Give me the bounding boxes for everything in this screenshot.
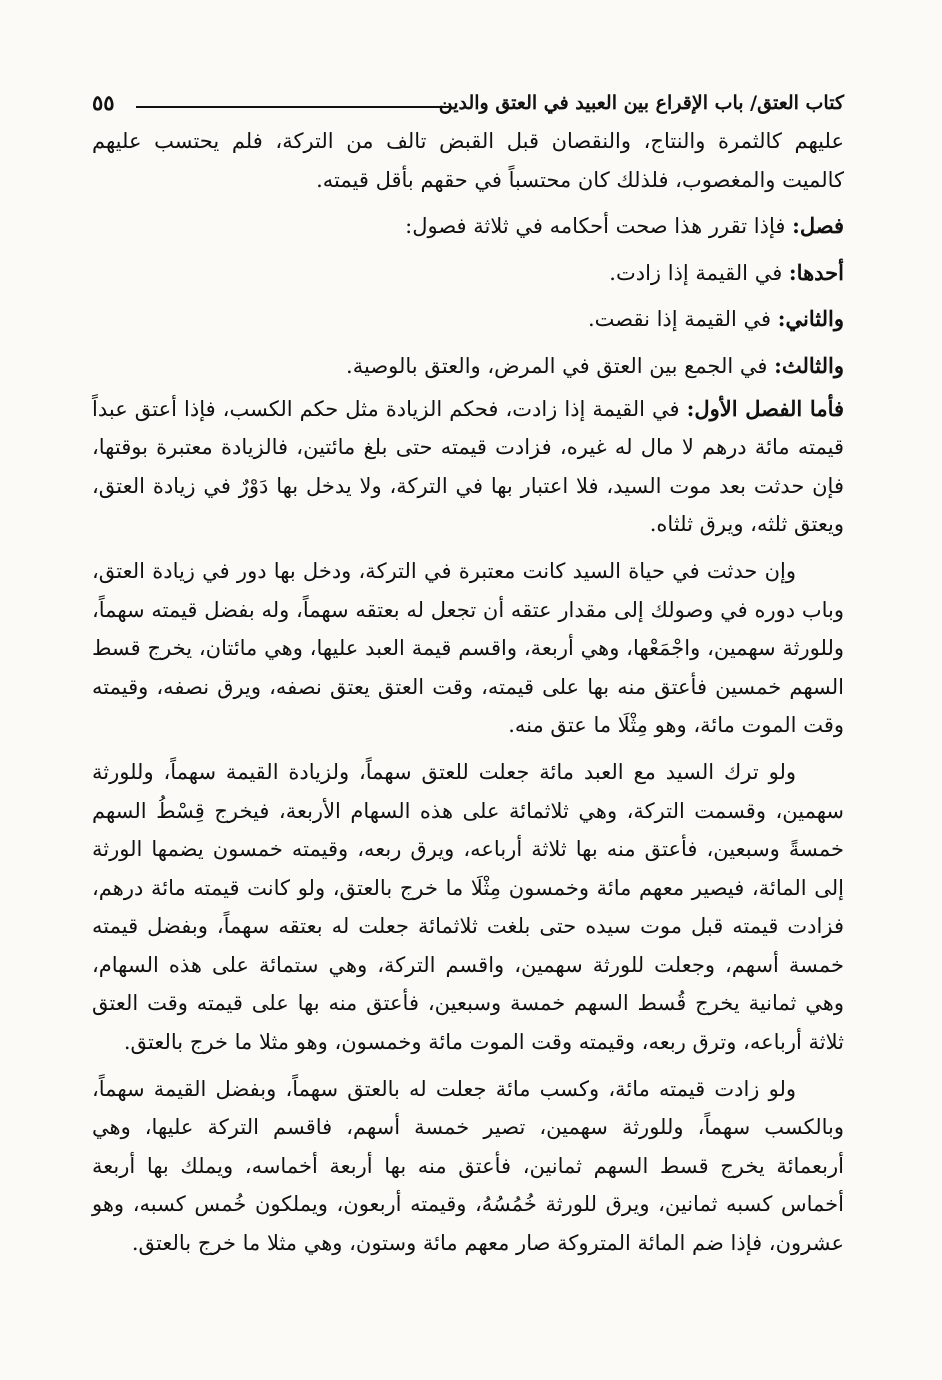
page-body xyxy=(92,122,844,1263)
running-header xyxy=(92,88,844,122)
paragraph-text: في القيمة إذا زادت، فحكم الزيادة مثل حكم الكسب، فإذا أعتق عبداً قيمته مائة درهم لا مال له غيره، فزادت قيمته حتى بلغ مائتين، فالزيادة معتبرة بوقتها، فإن حدثت بعد موت السيد، فلا اعتبار بها في التركة، ولا يدخل بها دَوْرٌ في زيادة العتق، ويعتق ثلثه، ويرق ثلثاه. xyxy=(92,396,844,537)
paragraph-label: فصل: xyxy=(792,213,844,239)
paragraph-text: في الجمع بين العتق في المرض، والعتق بالوصية. xyxy=(346,353,775,378)
paragraph-text: في القيمة إذا زادت. xyxy=(609,260,789,285)
paragraph-text: ولو زادت قيمته مائة، وكسب مائة جعلت له بالعتق سهماً، وبفضل القيمة سهماً، وبالكسب سهماً، وللورثة سهمين، تصير خمسة أسهم، فاقسم التركة عليها، وهي أربعمائة يخرج قسط السهم ثمانين، فأعتق منه بها أربعة أخماسه، ويملك بها أربعة أخماس كسبه ثمانين، ويرق للورثة خُمُسُهُ، وقيمته أربعون، ويملكون خُمس كسبه، وهو عشرون، فإذا ضم المائة المتروكة صار معهم مائة وستون، وهي مثلا ما خرج بالعتق. xyxy=(92,1076,844,1256)
header-title: كتاب العتق/ باب الإقراع بين العبيد في العتق والدين xyxy=(438,92,844,114)
paragraph-label: والثالث: xyxy=(774,352,844,378)
book-page xyxy=(92,88,844,1368)
paragraph-1 xyxy=(92,122,844,199)
header-rule xyxy=(136,106,449,108)
paragraph-5 xyxy=(92,347,844,386)
paragraph-label: أحدها: xyxy=(788,259,844,285)
paragraph-text: عليهم كالثمرة والنتاج، والنقصان قبل القبض تالف من التركة، فلم يحتسب عليهم كالميت والمغصوب، فلذلك كان محتسباً في حقهم بأقل قيمته. xyxy=(92,129,844,192)
paragraph-text: فإذا تقرر هذا صحت أحكامه في ثلاثة فصول: xyxy=(405,214,793,239)
paragraph-7 xyxy=(92,552,844,745)
paragraph-9 xyxy=(92,1070,844,1263)
paragraph-2 xyxy=(92,207,844,246)
page-number: ٥٥ xyxy=(92,90,115,115)
paragraph-8 xyxy=(92,753,844,1062)
paragraph-6 xyxy=(92,390,844,544)
paragraph-text: في القيمة إذا نقصت. xyxy=(587,307,778,332)
paragraph-3 xyxy=(92,254,844,293)
paragraph-text: ولو ترك السيد مع العبد مائة جعلت للعتق سهماً، ولزيادة القيمة سهماً، وللورثة سهمين، وقسمت التركة، وهي ثلاثمائة على هذه السهام الأربعة، فيخرج قِسْطُ السهم خمسةً وسبعين، فأعتق منه بها ثلاثة أرباعه، ويرق ربعه، وقيمته خمسون يضمها الورثة إلى المائة، فيصير معهم مائة وخمسون مِثْلَا ما خرج بالعتق، ولو كانت قيمته مائة درهم، فزادت قيمته قبل موت سيده حتى بلغت ثلاثمائة جعلت له بعتقه سهماً، وبفضل قيمته خمسة أسهم، وجعلت للورثة سهمين، واقسم التركة، وهي ستمائة على هذه السهام، وهي ثمانية يخرج قُسط السهم خمسة وسبعين، فأعتق منه بها على قيمته وقت العتق ثلاثة أرباعه، وترق ربعه، وقيمته وقت الموت مائة وخمسون، وهو مثلا ما خرج بالعتق. xyxy=(92,759,844,1055)
paragraph-4 xyxy=(92,300,844,339)
paragraph-label: فأما الفصل الأول: xyxy=(686,395,845,421)
paragraph-text: وإن حدثت في حياة السيد كانت معتبرة في التركة، ودخل بها دور في زيادة العتق، وباب دوره في وصولك إلى مقدار عتقه أن تجعل له بعتقه سهماً، وله بفضل قيمته سهماً، وللورثة سهمين، واجْمَعْها، وهي أربعة، واقسم قيمة العبد عليها، وهي مائتان، يخرج قسط السهم خمسين فأعتق منه بها على قيمته، وقت العتق يعتق نصفه، ويرق نصفه، وقيمته وقت الموت مائة، وهو مِثْلَا ما عتق منه. xyxy=(92,558,844,738)
paragraph-label: والثاني: xyxy=(777,306,844,332)
